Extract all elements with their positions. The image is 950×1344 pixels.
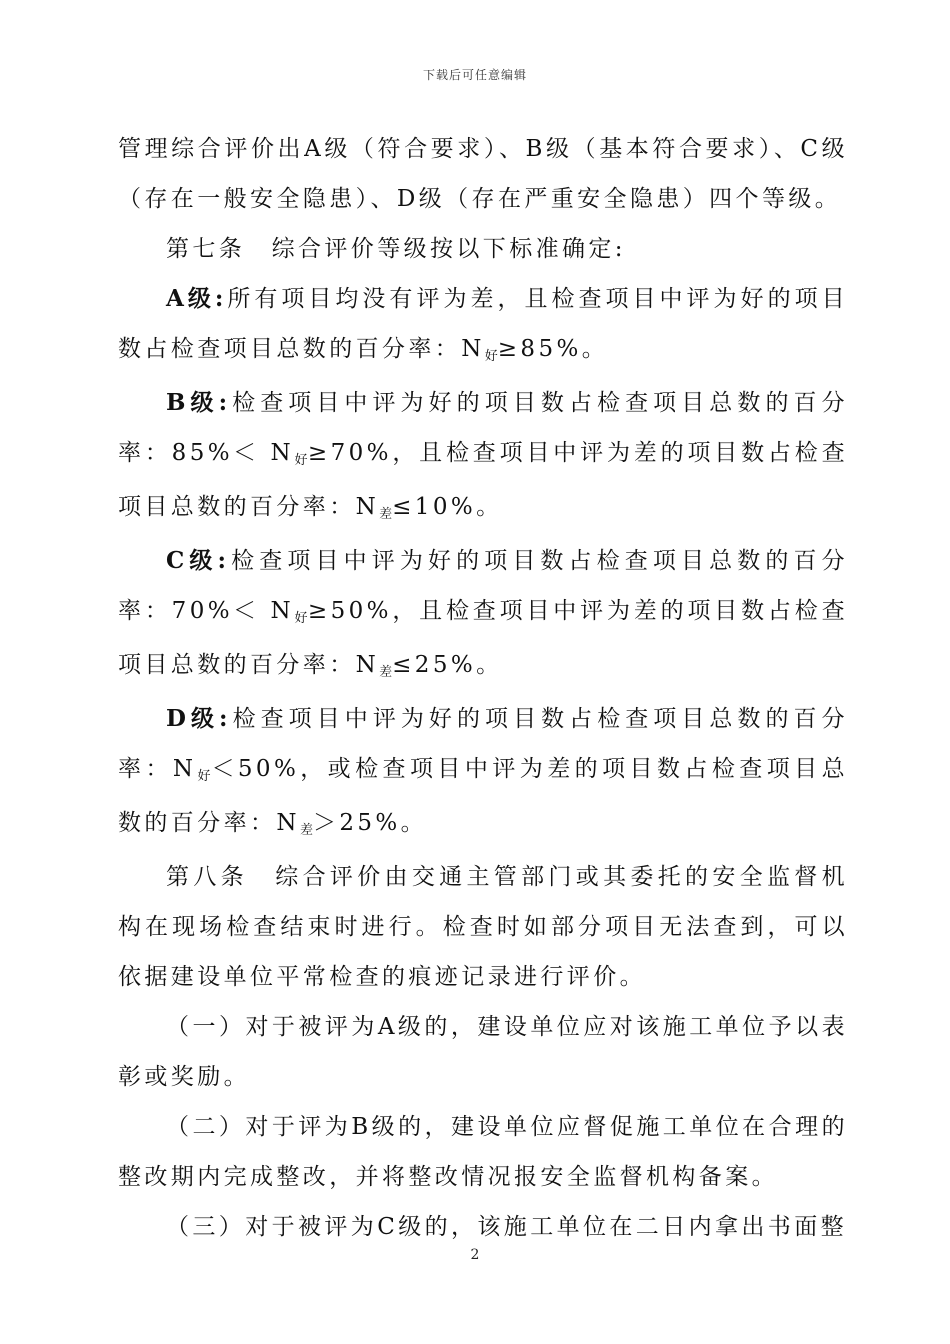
grade-d-threshold: ＞25%。	[312, 810, 428, 836]
list-item-1: （一）对于被评为A级的，建设单位应对该施工单位予以表彰或奖励。	[118, 1014, 848, 1090]
grade-a-sub-good: 好	[484, 349, 498, 364]
grade-b-text: 检查项目中评为好的项目数占检查项目总数的百分率：85%＜ N	[118, 390, 848, 466]
grade-d-label: D级:	[166, 705, 231, 732]
grade-c-text-2: ≥50%，且检查项目中评为差的项目数占检查项目总数的百分率：N	[118, 598, 848, 678]
document-body	[118, 124, 848, 1252]
grade-c-threshold: ≤25%。	[392, 652, 503, 678]
paragraph-grade-c	[118, 536, 848, 694]
grade-c-sub-good: 好	[294, 611, 308, 626]
paragraph-article-8: 第八条 综合评价由交通主管部门或其委托的安全监督机构在现场检查结束时进行。检查时如部分项目无法查到，可以依据建设单位平常检查的痕迹记录进行评价。	[118, 864, 848, 990]
grade-b-label: B级:	[166, 389, 231, 416]
grade-d-text: 检查项目中评为好的项目数占检查项目总数的百分率：N	[118, 706, 848, 782]
list-item-3: （三）对于被评为C级的，该施工单位在二日内拿出书面整	[166, 1214, 847, 1240]
grade-b-sub-good: 好	[294, 453, 308, 468]
grade-b-sub-poor: 差	[379, 507, 393, 522]
grade-a-label: A级:	[166, 285, 227, 312]
grade-d-sub-poor: 差	[299, 823, 313, 838]
grade-a-threshold: ≥85%。	[497, 336, 609, 362]
grade-b-text-2: ≥70%，且检查项目中评为差的项目数占检查项目总数的百分率：N	[118, 440, 848, 520]
paragraph-grade-a	[118, 274, 848, 378]
grade-c-label: C级:	[166, 547, 230, 574]
page-number: 2	[470, 1247, 480, 1263]
grade-d-text-2: ＜50%，或检查项目中评为差的项目数占检查项目总数的百分率：N	[118, 756, 848, 836]
list-item-2: （二）对于评为B级的，建设单位应督促施工单位在合理的整改期内完成整改，并将整改情况报安全监督机构备案。	[118, 1114, 848, 1190]
grade-a-text: 所有项目均没有评为差，且检查项目中评为好的项目数占检查项目总数的百分率：N	[118, 286, 848, 362]
page-header: 下载后可任意编辑	[422, 68, 527, 82]
paragraph-grading-levels: 管理综合评价出A级（符合要求）、B级（基本符合要求）、C级（存在一般安全隐患）、D级（存在严重安全隐患）四个等级。	[118, 136, 848, 212]
grade-b-threshold: ≤10%。	[392, 494, 503, 520]
paragraph-grade-b	[118, 378, 848, 536]
paragraph-article-7: 第七条 综合评价等级按以下标准确定:	[166, 236, 626, 262]
grade-c-text: 检查项目中评为好的项目数占检查项目总数的百分率：70%＜ N	[118, 548, 848, 624]
paragraph-grade-d	[118, 694, 848, 852]
grade-c-sub-poor: 差	[379, 665, 393, 680]
grade-d-sub-good: 好	[196, 769, 212, 784]
